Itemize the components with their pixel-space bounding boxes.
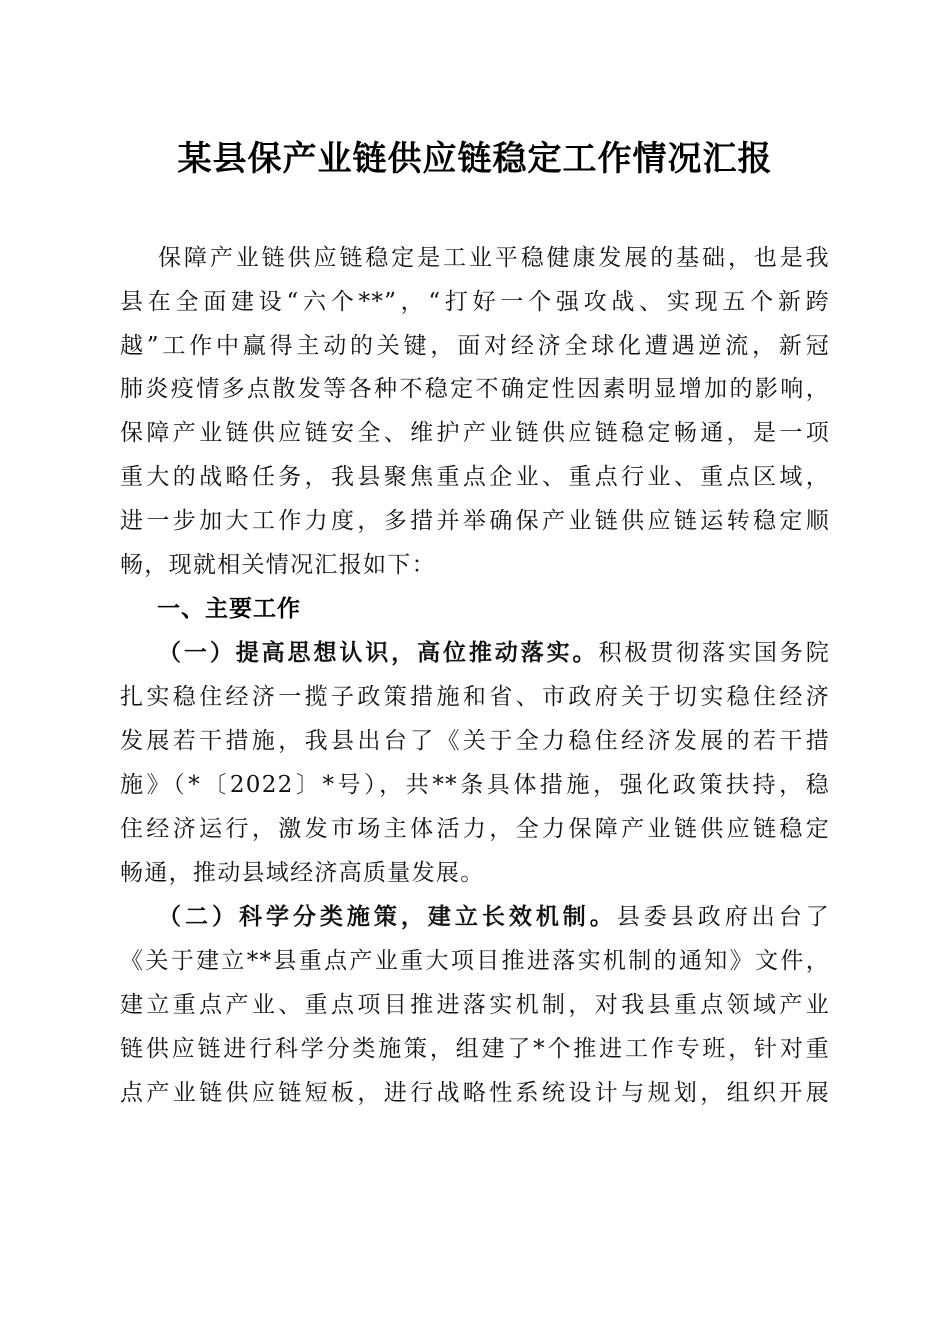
intro-line-6: 重大的战略任务，我县聚焦重点企业、重点行业、重点区域， [120,464,830,490]
intro-line-8: 畅，现就相关情况汇报如下： [120,552,436,578]
item2-lead: （二）科学分类施策，建立长效机制。 [158,903,617,930]
document-title: 某县保产业链供应链稳定工作情况汇报 [177,139,773,179]
intro-line-3: 越”工作中赢得主动的关键，面对经济全球化遭遇逆流，新冠 [120,333,830,359]
intro-line-4: 肺炎疫情多点散发等各种不稳定不确定性因素明显增加的影响， [120,376,830,402]
item1-first-rest: 积极贯彻落实国务院 [598,640,830,666]
section-heading-main-work: 一、主要工作 [157,596,301,622]
item1-lead: （一）提高思想认识，高位推动落实。 [158,639,599,666]
intro-line-2: 县在全面建设“六个**”，“打好一个强攻战、实现五个新跨 [120,289,830,315]
item2-line-2: 《关于建立**县重点产业重大项目推进落实机制的通知》文件， [120,948,830,974]
item2-line-4: 链供应链进行科学分类施策，组建了*个推进工作专班，针对重 [120,1036,830,1062]
item2-line-1 [120,897,830,937]
item1-line-2: 扎实稳住经济一揽子政策措施和省、市政府关于切实稳住经济 [120,684,830,710]
item1-line-6: 畅通，推动县域经济高质量发展。 [120,860,485,886]
intro-line-5: 保障产业链供应链安全、维护产业链供应链稳定畅通，是一项 [120,420,830,446]
item1-line-5: 住经济运行，激发市场主体活力，全力保障产业链供应链稳定 [120,816,830,842]
intro-line-1: 保障产业链供应链稳定是工业平稳健康发展的基础，也是我 [158,245,830,271]
item2-first-rest: 县委县政府出台了 [616,904,830,930]
item1-line-3: 发展若干措施，我县出台了《关于全力稳住经济发展的若干措 [120,728,830,754]
item2-line-5: 点产业链供应链短板，进行战略性系统设计与规划，组织开展 [120,1080,830,1106]
item2-line-3: 建立重点产业、重点项目推进落实机制，对我县重点领域产业 [120,992,830,1018]
intro-line-7: 进一步加大工作力度，多措并举确保产业链供应链运转稳定顺 [120,508,830,534]
item1-line-1 [120,633,830,673]
item1-line-4: 施》（*〔2022〕*号），共**条具体措施，强化政策扶持，稳 [120,772,830,798]
